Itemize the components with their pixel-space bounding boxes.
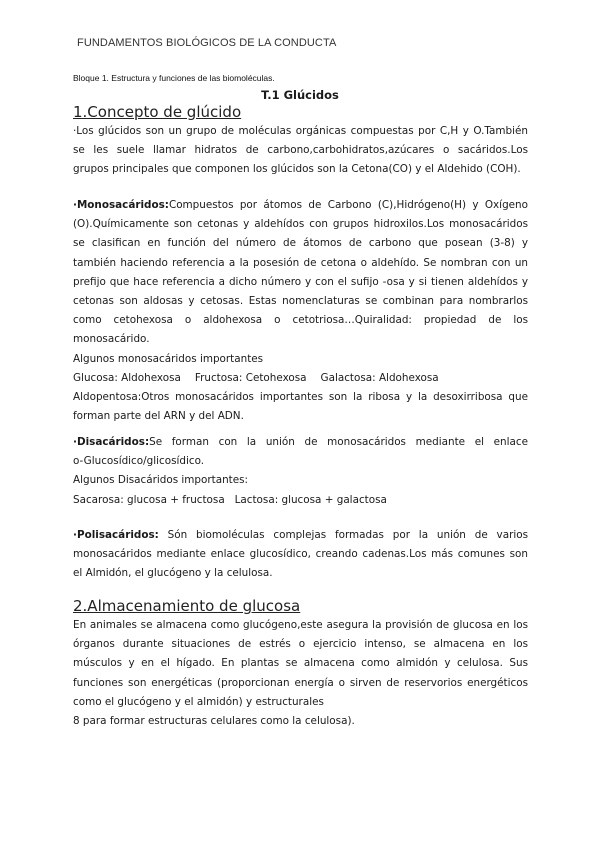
poli-line: el Almidón, el glucógeno y la celulosa.	[73, 567, 273, 580]
section-2-heading: 2.Almacenamiento de glucosa	[73, 597, 301, 615]
intro-line: ·Los glúcidos son un grupo de moléculas orgánicas compuestas por C,H y O.También	[73, 125, 528, 137]
section-1-heading: 1.Concepto de glúcido	[73, 103, 242, 121]
mono-line: se clasifican en función del número de átomos de carbono que posean (3-8) y	[73, 237, 528, 250]
polisacaridos-paragraph	[73, 526, 528, 584]
intro-line: grupos principales que componen los glúcidos son la Cetona(CO) y el Aldehido (COH).	[73, 163, 521, 176]
section-1-intro	[73, 122, 528, 180]
s2-line: músculos y en el hígado. En plantas se almacena como almidón y celulosa. Sus	[73, 657, 528, 670]
s2-line: En animales se almacena como glucógeno,este asegura la provisión de glucosa en los	[73, 619, 528, 631]
mono-important-heading: Algunos monosacáridos importantes	[73, 352, 264, 365]
topic-title: T.1 Glúcidos	[261, 88, 339, 102]
poli-label: ·Polisacáridos:	[73, 529, 159, 541]
mono-line: ·Monosacáridos:Compuestos por átomos de Carbono (C),Hidrógeno(H) y Oxígeno	[73, 199, 528, 211]
running-header: FUNDAMENTOS BIOLÓGICOS DE LA CONDUCTA	[77, 37, 337, 49]
mono-line: monosacárido.	[73, 333, 150, 346]
poli-line: monosacáridos mediante enlace glucosídico, creando cadenas.Los más comunes son	[73, 548, 528, 561]
mono-label: ·Monosacáridos:	[73, 199, 169, 211]
di-line: ·Disacáridos:Se forman con la unión de monosacáridos mediante el enlace	[73, 436, 528, 448]
di-examples: Sacarosa: glucosa + fructosa Lactosa: glucosa + galactosa	[73, 493, 387, 506]
mono-line: prefijo que hace referencia a dicho número y con el sufijo -osa y si tienen aldehídos y	[73, 275, 528, 288]
di-label: ·Disacáridos:	[73, 436, 150, 448]
mono-line: (O).Químicamente son cetonas y aldehídos con grupos hidroxilos.Los monosacáridos	[73, 218, 528, 231]
mono-example: Galactosa: Aldohexosa	[320, 371, 439, 384]
monosacaridos-paragraph	[73, 196, 528, 426]
mono-examples-row	[73, 369, 528, 388]
mono-line: también haciendo referencia a la posesión de cetona o aldehído. Se nombran con un	[73, 256, 528, 269]
intro-line: se les suele llamar hidratos de carbono,carbohidratos,azúcares o sacáridos.Los	[73, 144, 528, 157]
mono-line: cetonas son aldosas y cetosas. Estas nomenclaturas se combinan para nombrarlos	[73, 295, 528, 308]
di-important-heading: Algunos Disacáridos importantes:	[73, 474, 249, 487]
s2-line: como el glucógeno y el almidón) y estructurales	[73, 695, 324, 708]
s2-line: órganos durante situaciones de estrés o ejercicio intenso, se almacena en los	[73, 638, 528, 651]
mono-example: Fructosa: Cetohexosa	[194, 371, 307, 384]
di-line: o-Glucosídico/glicosídico.	[73, 455, 205, 468]
block-subtitle: Bloque 1. Estructura y funciones de las biomoléculas.	[73, 73, 275, 83]
s2-line: funciones son energéticas (proporcionan energía o sirven de reservorios energéticos	[73, 676, 528, 689]
aldopentosa-line: Aldopentosa:Otros monosacáridos importantes son la ribosa y la desoxirribosa que	[73, 391, 528, 404]
disacaridos-paragraph	[73, 433, 528, 510]
mono-line: como cetohexosa o aldohexosa o cetotriosa…Quiralidad: propiedad de los	[73, 314, 528, 327]
aldopentosa-line: forman parte del ARN y del ADN.	[73, 410, 244, 423]
poli-line: ·Polisacáridos: Són biomoléculas complejas formadas por la unión de varios	[73, 529, 528, 541]
mono-example: Glucosa: Aldohexosa	[73, 371, 181, 384]
s2-line: 8 para formar estructuras celulares como la celulosa).	[73, 715, 355, 728]
section-2-paragraph	[73, 616, 528, 731]
